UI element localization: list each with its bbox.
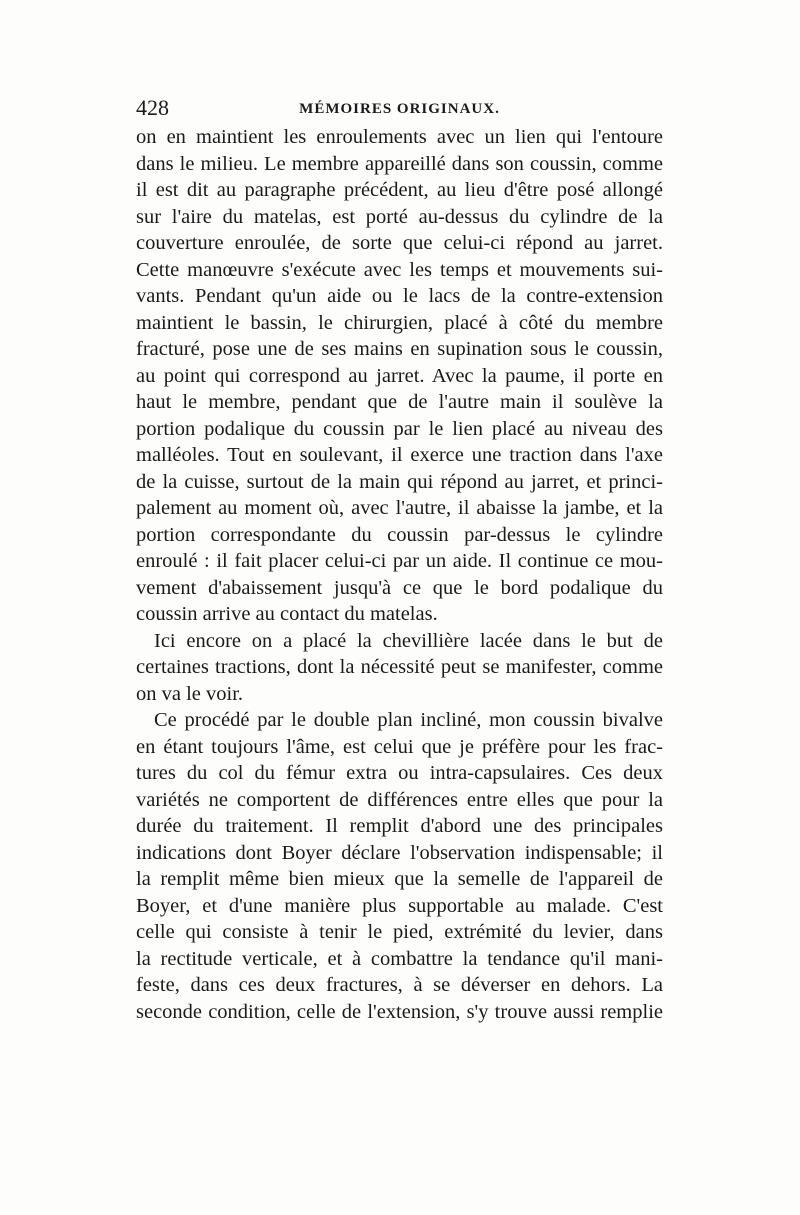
- text-line: de la cuisse, surtout de la main qui répond au jarret, et princi-: [136, 470, 663, 493]
- text-line: Boyer, et d'une manière plus supportable au malade. C'est: [136, 894, 663, 917]
- text-line: tures du col du fémur extra ou intra-capsulaires. Ces deux: [136, 762, 663, 784]
- page-header: [136, 96, 663, 120]
- text-line: sur l'aire du matelas, est porté au-dessus du cylindre de la: [136, 205, 663, 228]
- text-line: palement au moment où, avec l'autre, il abaisse la jambe, et la: [136, 497, 663, 519]
- text-line: on va le voir.: [136, 682, 244, 705]
- body-text: [136, 124, 663, 1025]
- text-line: durée du traitement. Il remplit d'abord une des principales: [136, 815, 663, 837]
- text-line: feste, dans ces deux fractures, à se déverser en dehors. La: [136, 974, 663, 996]
- text-line: au point qui correspond au jarret. Avec la paume, il porte en: [136, 364, 663, 387]
- text-line: en étant toujours l'âme, est celui que je préfère pour les frac-: [136, 735, 663, 758]
- text-line: seconde condition, celle de l'extension, s'y trouve aussi remplie: [136, 1000, 663, 1023]
- text-line: vement d'abaissement jusqu'à ce que le bord podalique du: [136, 576, 663, 599]
- text-line: portion podalique du coussin par le lien placé au niveau des: [136, 417, 663, 440]
- text-line: dans le milieu. Le membre appareillé dans son coussin, comme: [136, 152, 663, 175]
- text-line: portion correspondante du coussin par-dessus le cylindre: [136, 523, 663, 546]
- text-line: Ce procédé par le double plan incliné, mon coussin bivalve: [154, 709, 663, 731]
- text-line: enroulé : il fait placer celui-ci par un aide. Il continue ce mou-: [136, 550, 663, 572]
- text-line: la rectitude verticale, et à combattre la tendance qu'il mani-: [136, 947, 663, 970]
- text-line: certaines tractions, dont la nécessité peut se manifester, comme: [136, 656, 663, 678]
- text-line: la remplit même bien mieux que la semelle de l'appareil de: [136, 868, 663, 890]
- text-line: couverture enroulée, de sorte que celui-ci répond au jarret.: [136, 232, 663, 254]
- text-line: haut le membre, pendant que de l'autre main il soulève la: [136, 391, 663, 413]
- text-line: indications dont Boyer déclare l'observation indispensable; il: [136, 841, 663, 864]
- text-line: on en maintient les enroulements avec un lien qui l'entoure: [136, 126, 663, 148]
- text-line: variétés ne comportent de différences entre elles que pour la: [136, 788, 663, 811]
- running-head: MÉMOIRES ORIGINAUX.: [299, 101, 500, 117]
- text-line: il est dit au paragraphe précédent, au lieu d'être posé allongé: [136, 179, 663, 201]
- text-line: fracturé, pose une de ses mains en supination sous le coussin,: [136, 338, 663, 360]
- text-line: Ici encore on a placé la chevillière lacée dans le but de: [154, 629, 663, 652]
- text-line: coussin arrive au contact du matelas.: [136, 603, 438, 625]
- text-line: celle qui consiste à tenir le pied, extrémité du levier, dans: [136, 921, 663, 943]
- text-line: vants. Pendant qu'un aide ou le lacs de la contre-extension: [136, 285, 663, 307]
- text-line: malléoles. Tout en soulevant, il exerce une traction dans l'axe: [136, 444, 663, 466]
- page-number: 428: [136, 95, 169, 120]
- text-line: maintient le bassin, le chirurgien, placé à côté du membre: [136, 311, 663, 334]
- text-line: Cette manœuvre s'exécute avec les temps et mouvements sui-: [136, 258, 663, 281]
